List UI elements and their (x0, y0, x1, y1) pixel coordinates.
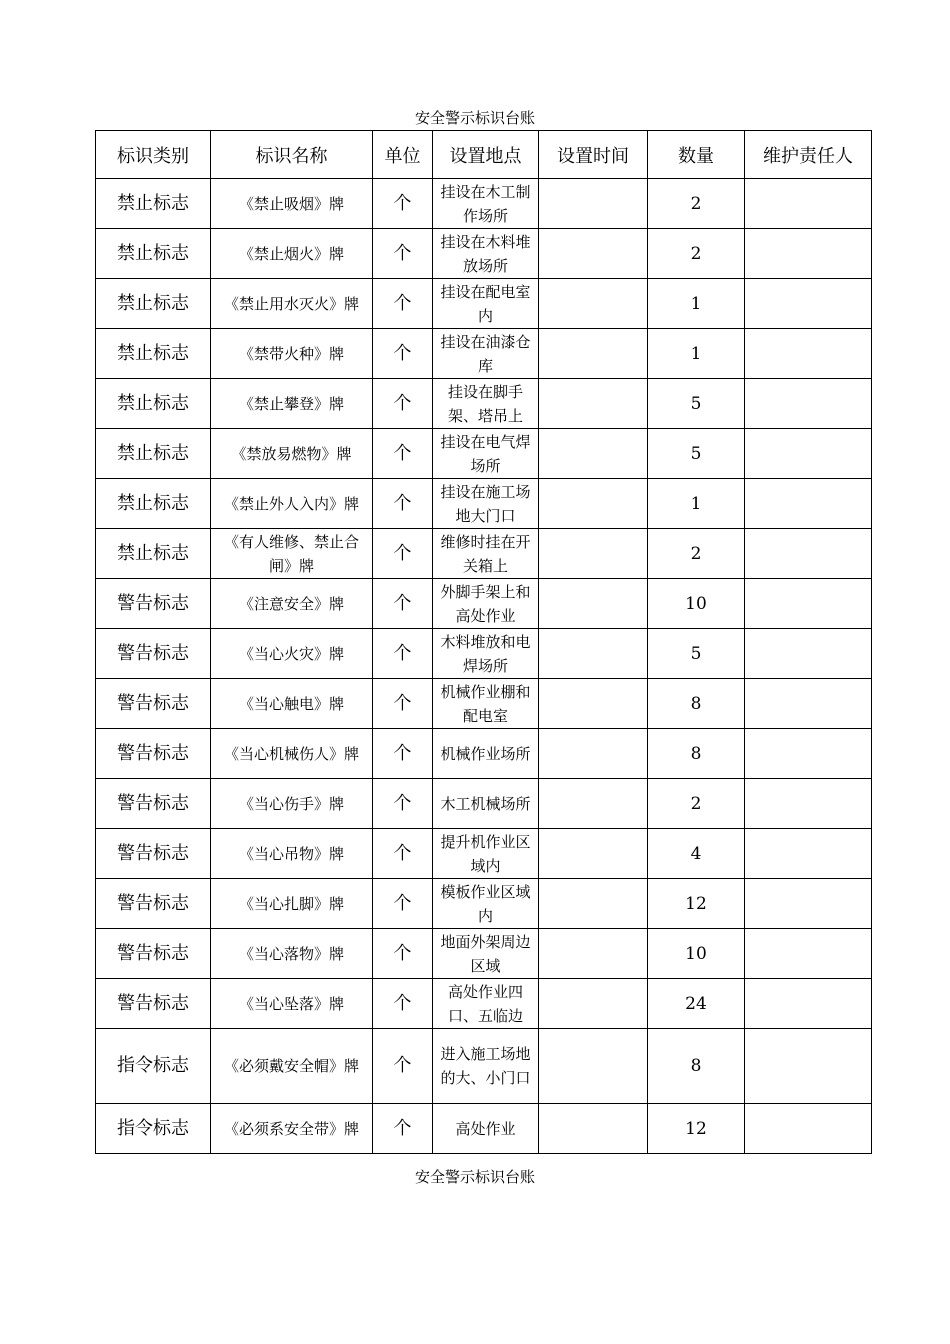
sign-name-cell: 《必须系安全带》牌 (211, 1104, 373, 1154)
location-cell: 进入施工场地的大、小门口 (433, 1029, 539, 1104)
set-time-cell (539, 429, 648, 479)
maintainer-cell (745, 379, 872, 429)
location-cell: 木料堆放和电焊场所 (433, 629, 539, 679)
category-cell: 警告标志 (96, 629, 211, 679)
quantity-cell: 4 (648, 829, 745, 879)
location-cell: 机械作业棚和配电室 (433, 679, 539, 729)
unit-cell: 个 (373, 329, 433, 379)
category-cell: 禁止标志 (96, 429, 211, 479)
unit-cell: 个 (373, 779, 433, 829)
maintainer-cell (745, 979, 872, 1029)
location-cell: 机械作业场所 (433, 729, 539, 779)
sign-name-cell: 《当心火灾》牌 (211, 629, 373, 679)
table-row (96, 629, 872, 679)
table-header-row (96, 131, 872, 179)
quantity-cell: 1 (648, 329, 745, 379)
category-cell: 禁止标志 (96, 329, 211, 379)
sign-name-cell: 《注意安全》牌 (211, 579, 373, 629)
quantity-cell: 5 (648, 379, 745, 429)
sign-name-cell: 《禁止吸烟》牌 (211, 179, 373, 229)
maintainer-cell (745, 929, 872, 979)
sign-name-cell: 《当心机械伤人》牌 (211, 729, 373, 779)
category-cell: 警告标志 (96, 679, 211, 729)
table-row (96, 379, 872, 429)
set-time-cell (539, 729, 648, 779)
sign-name-cell: 《禁止攀登》牌 (211, 379, 373, 429)
category-cell: 警告标志 (96, 579, 211, 629)
category-cell: 警告标志 (96, 929, 211, 979)
sign-name-cell: 《当心触电》牌 (211, 679, 373, 729)
location-cell: 高处作业 (433, 1104, 539, 1154)
unit-cell: 个 (373, 879, 433, 929)
table-row (96, 429, 872, 479)
location-cell: 维修时挂在开关箱上 (433, 529, 539, 579)
set-time-cell (539, 279, 648, 329)
table-row (96, 279, 872, 329)
location-cell: 挂设在施工场地大门口 (433, 479, 539, 529)
location-cell: 挂设在配电室内 (433, 279, 539, 329)
location-cell: 高处作业四口、五临边 (433, 979, 539, 1029)
table-row (96, 779, 872, 829)
category-cell: 警告标志 (96, 979, 211, 1029)
sign-name-cell: 《当心落物》牌 (211, 929, 373, 979)
unit-cell: 个 (373, 379, 433, 429)
location-cell: 挂设在脚手架、塔吊上 (433, 379, 539, 429)
location-cell: 外脚手架上和高处作业 (433, 579, 539, 629)
set-time-cell (539, 229, 648, 279)
quantity-cell: 2 (648, 229, 745, 279)
quantity-cell: 2 (648, 779, 745, 829)
table-row (96, 929, 872, 979)
unit-cell: 个 (373, 429, 433, 479)
location-cell: 挂设在油漆仓库 (433, 329, 539, 379)
quantity-cell: 8 (648, 729, 745, 779)
maintainer-cell (745, 429, 872, 479)
maintainer-cell (745, 1029, 872, 1104)
quantity-cell: 8 (648, 1029, 745, 1104)
sign-name-cell: 《禁止烟火》牌 (211, 229, 373, 279)
quantity-cell: 1 (648, 479, 745, 529)
set-time-cell (539, 929, 648, 979)
unit-cell: 个 (373, 1029, 433, 1104)
maintainer-cell (745, 579, 872, 629)
unit-cell: 个 (373, 1104, 433, 1154)
set-time-cell (539, 579, 648, 629)
set-time-cell (539, 879, 648, 929)
page-title: 安全警示标识台账 (414, 109, 535, 127)
quantity-cell: 1 (648, 279, 745, 329)
table-row (96, 529, 872, 579)
category-cell: 禁止标志 (96, 479, 211, 529)
maintainer-cell (745, 1104, 872, 1154)
quantity-cell: 10 (648, 579, 745, 629)
category-cell: 警告标志 (96, 729, 211, 779)
location-cell: 挂设在电气焊场所 (433, 429, 539, 479)
set-time-cell (539, 679, 648, 729)
quantity-cell: 12 (648, 1104, 745, 1154)
sign-name-cell: 《禁止用水灭火》牌 (211, 279, 373, 329)
sign-name-cell: 《禁带火种》牌 (211, 329, 373, 379)
page-footer: 安全警示标识台账 (414, 1168, 535, 1186)
maintainer-cell (745, 879, 872, 929)
set-time-cell (539, 979, 648, 1029)
maintainer-cell (745, 629, 872, 679)
column-header: 数量 (648, 131, 745, 179)
table-row (96, 679, 872, 729)
table-row (96, 1104, 872, 1154)
quantity-cell: 8 (648, 679, 745, 729)
quantity-cell: 10 (648, 929, 745, 979)
location-cell: 挂设在木料堆放场所 (433, 229, 539, 279)
sign-name-cell: 《当心扎脚》牌 (211, 879, 373, 929)
location-cell: 模板作业区域内 (433, 879, 539, 929)
set-time-cell (539, 829, 648, 879)
set-time-cell (539, 329, 648, 379)
category-cell: 指令标志 (96, 1029, 211, 1104)
quantity-cell: 24 (648, 979, 745, 1029)
unit-cell: 个 (373, 979, 433, 1029)
sign-name-cell: 《当心坠落》牌 (211, 979, 373, 1029)
category-cell: 指令标志 (96, 1104, 211, 1154)
unit-cell: 个 (373, 579, 433, 629)
maintainer-cell (745, 829, 872, 879)
sign-name-cell: 《当心吊物》牌 (211, 829, 373, 879)
category-cell: 警告标志 (96, 879, 211, 929)
sign-name-cell: 《禁止外人入内》牌 (211, 479, 373, 529)
category-cell: 禁止标志 (96, 379, 211, 429)
table-row (96, 579, 872, 629)
unit-cell: 个 (373, 479, 433, 529)
unit-cell: 个 (373, 679, 433, 729)
column-header: 标识类别 (96, 131, 211, 179)
column-header: 维护责任人 (745, 131, 872, 179)
maintainer-cell (745, 329, 872, 379)
set-time-cell (539, 779, 648, 829)
maintainer-cell (745, 729, 872, 779)
category-cell: 禁止标志 (96, 229, 211, 279)
set-time-cell (539, 629, 648, 679)
set-time-cell (539, 1029, 648, 1104)
table-row (96, 829, 872, 879)
maintainer-cell (745, 479, 872, 529)
maintainer-cell (745, 679, 872, 729)
maintainer-cell (745, 279, 872, 329)
unit-cell: 个 (373, 829, 433, 879)
sign-name-cell: 《禁放易燃物》牌 (211, 429, 373, 479)
set-time-cell (539, 1104, 648, 1154)
maintainer-cell (745, 779, 872, 829)
quantity-cell: 12 (648, 879, 745, 929)
column-header: 设置地点 (433, 131, 539, 179)
unit-cell: 个 (373, 929, 433, 979)
category-cell: 禁止标志 (96, 279, 211, 329)
column-header: 单位 (373, 131, 433, 179)
quantity-cell: 2 (648, 529, 745, 579)
location-cell: 挂设在木工制作场所 (433, 179, 539, 229)
column-header: 标识名称 (211, 131, 373, 179)
safety-sign-ledger-table (95, 130, 872, 1154)
location-cell: 木工机械场所 (433, 779, 539, 829)
category-cell: 禁止标志 (96, 179, 211, 229)
table-row (96, 229, 872, 279)
unit-cell: 个 (373, 729, 433, 779)
unit-cell: 个 (373, 629, 433, 679)
table-row (96, 1029, 872, 1104)
category-cell: 警告标志 (96, 829, 211, 879)
quantity-cell: 5 (648, 429, 745, 479)
quantity-cell: 5 (648, 629, 745, 679)
column-header: 设置时间 (539, 131, 648, 179)
sign-name-cell: 《必须戴安全帽》牌 (211, 1029, 373, 1104)
unit-cell: 个 (373, 279, 433, 329)
table-row (96, 179, 872, 229)
set-time-cell (539, 379, 648, 429)
maintainer-cell (745, 179, 872, 229)
sign-name-cell: 《当心伤手》牌 (211, 779, 373, 829)
set-time-cell (539, 479, 648, 529)
table-row (96, 879, 872, 929)
maintainer-cell (745, 229, 872, 279)
set-time-cell (539, 529, 648, 579)
quantity-cell: 2 (648, 179, 745, 229)
unit-cell: 个 (373, 229, 433, 279)
sign-name-cell: 《有人维修、禁止合闸》牌 (211, 529, 373, 579)
table-row (96, 479, 872, 529)
location-cell: 地面外架周边区域 (433, 929, 539, 979)
set-time-cell (539, 179, 648, 229)
table-row (96, 729, 872, 779)
unit-cell: 个 (373, 529, 433, 579)
table-row (96, 329, 872, 379)
location-cell: 提升机作业区域内 (433, 829, 539, 879)
table-row (96, 979, 872, 1029)
category-cell: 禁止标志 (96, 529, 211, 579)
category-cell: 警告标志 (96, 779, 211, 829)
maintainer-cell (745, 529, 872, 579)
unit-cell: 个 (373, 179, 433, 229)
